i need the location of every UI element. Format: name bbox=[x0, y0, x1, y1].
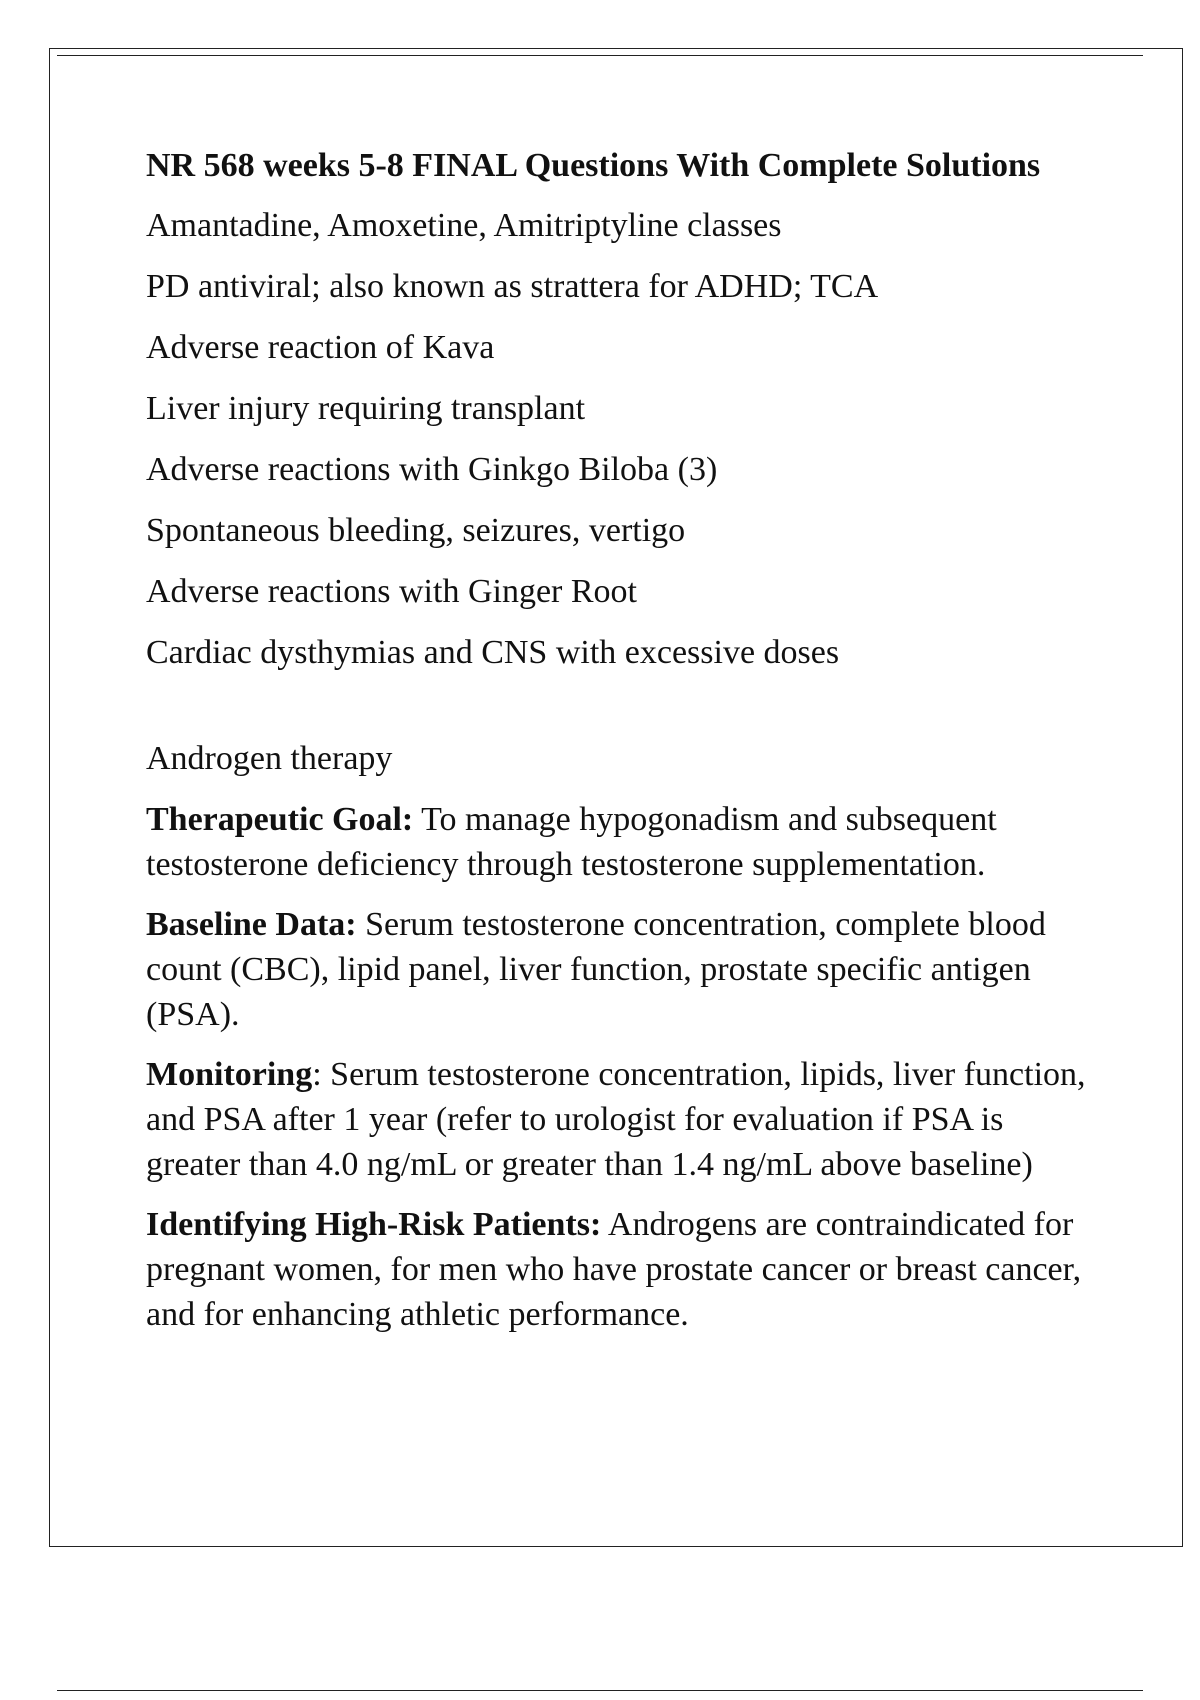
section-heading: Androgen therapy bbox=[146, 740, 393, 777]
paragraph-baseline-data bbox=[146, 902, 1106, 1037]
paragraph-therapeutic-goal bbox=[146, 797, 1106, 887]
paragraph-label: Monitoring bbox=[146, 1056, 313, 1093]
paragraph-label: Baseline Data: bbox=[146, 906, 357, 943]
footer-rule bbox=[57, 1690, 1143, 1691]
paragraph-label: Identifying High-Risk Patients: bbox=[146, 1206, 602, 1243]
qa-line: Spontaneous bleeding, seizures, vertigo bbox=[146, 512, 686, 549]
paragraph-label: Therapeutic Goal: bbox=[146, 801, 414, 838]
paragraph-text: : Serum testosterone concentration, lipids, liver function, and PSA after 1 year (refer to urologist for evaluation if PSA is greater than 4.0 ng/mL or greater than 1.4 ng/mL above baseline) bbox=[146, 1056, 1086, 1183]
header-rule bbox=[57, 55, 1143, 56]
document-title: NR 568 weeks 5-8 FINAL Questions With Complete Solutions bbox=[146, 147, 1041, 184]
qa-line: PD antiviral; also known as strattera for ADHD; TCA bbox=[146, 268, 879, 305]
qa-line: Adverse reaction of Kava bbox=[146, 329, 495, 366]
document-body bbox=[146, 143, 1106, 1352]
qa-line: Adverse reactions with Ginger Root bbox=[146, 573, 637, 610]
qa-line: Amantadine, Amoxetine, Amitriptyline classes bbox=[146, 207, 782, 244]
paragraph-high-risk-patients bbox=[146, 1202, 1106, 1337]
qa-line: Cardiac dysthymias and CNS with excessive doses bbox=[146, 634, 840, 671]
qa-line: Adverse reactions with Ginkgo Biloba (3) bbox=[146, 451, 718, 488]
paragraph-monitoring bbox=[146, 1052, 1106, 1187]
paragraph-text: Serum testosterone concentration, complete blood count (CBC), lipid panel, liver function, prostate specific antigen (PSA). bbox=[146, 906, 1046, 1033]
qa-line: Liver injury requiring transplant bbox=[146, 390, 586, 427]
paragraph-text: To manage hypogonadism and subsequent testosterone deficiency through testosterone supplementation. bbox=[146, 801, 997, 883]
spacer bbox=[146, 691, 1106, 736]
paragraph-text: Androgens are contraindicated for pregnant women, for men who have prostate cancer or breast cancer, and for enhancing athletic performance. bbox=[146, 1206, 1082, 1333]
